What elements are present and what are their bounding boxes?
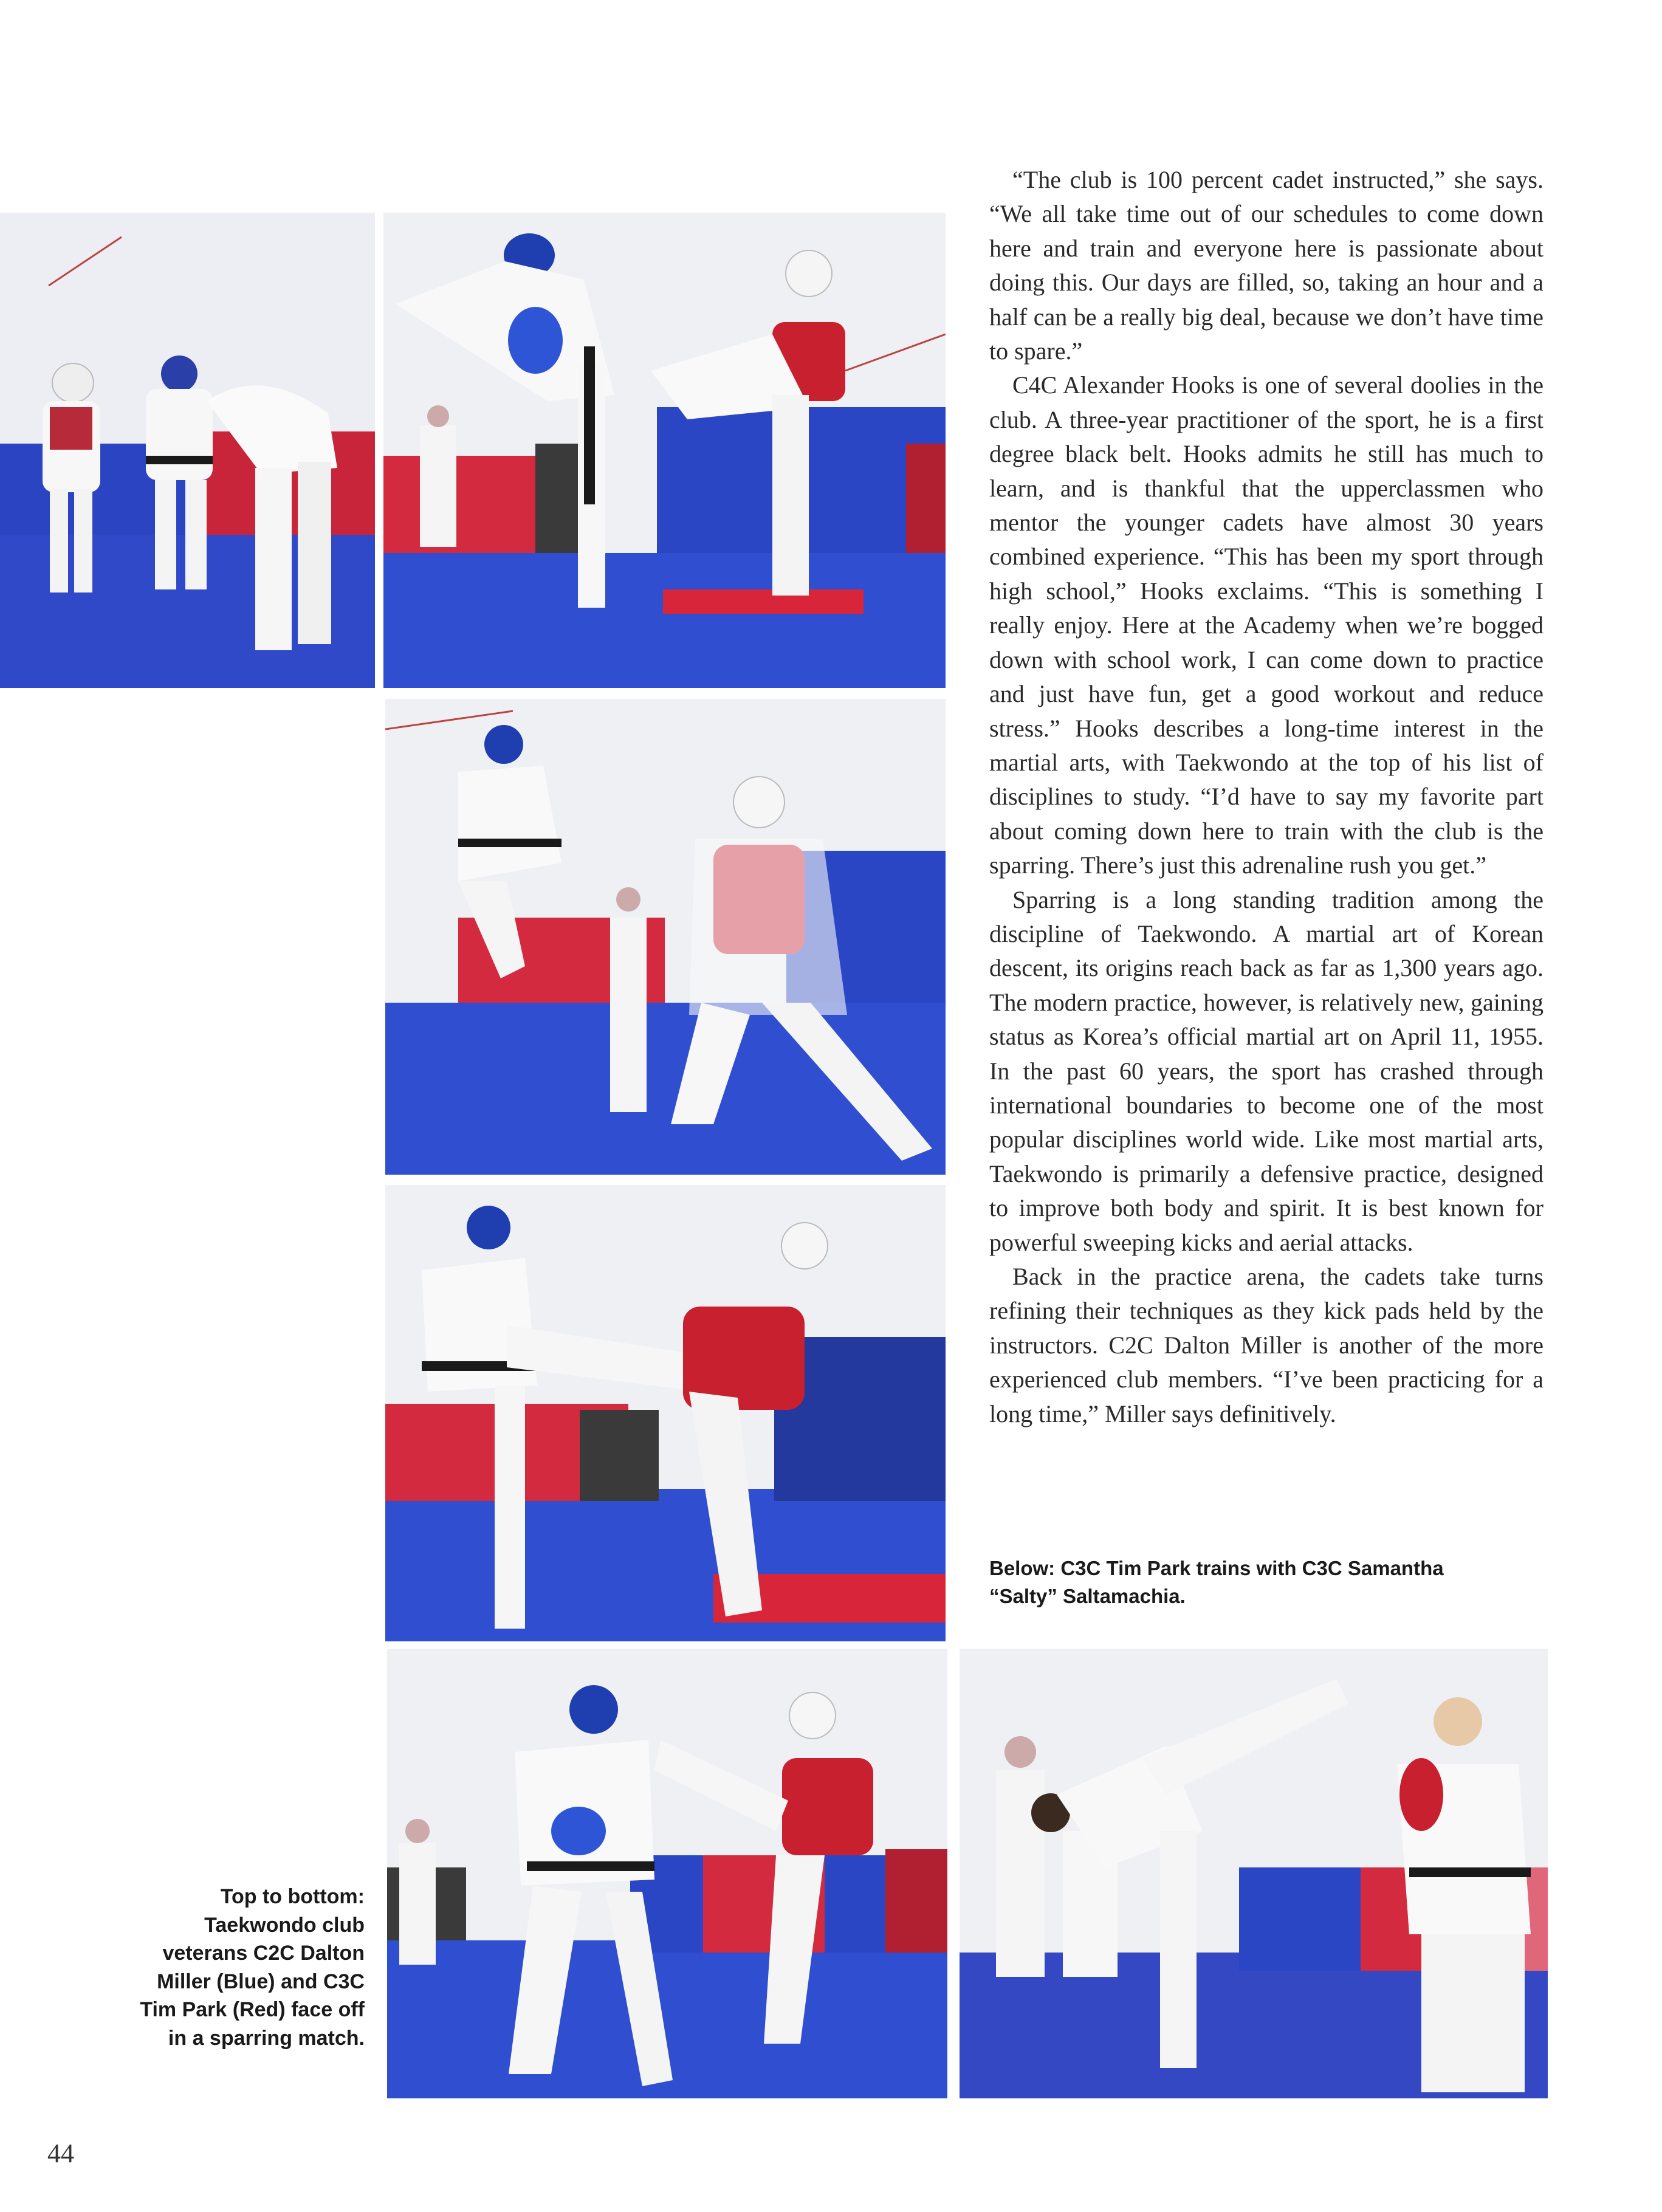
- photo-pad-training: [960, 1649, 1548, 2098]
- article-paragraph: C4C Alexander Hooks is one of several doolies in the club. A three-year practitioner of the sport, he is a first degree black belt. Hooks admits he still has much to learn, and is thankful that the upperclassmen who mentor the younger cadets have almost 30 years combined experience. “This has been my sport through high school,” Hooks exclaims. “This is something I really enjoy. Here at the Academy when we’re bogged down with school work, I can come down to practice and just have fun, get a good workout and reduce stress.” Hooks describes a long-time interest in the martial arts, with Taekwondo at the top of his list of disciplines to study. “I’d have to say my favorite part about coming down here to train with the club is the sparring. There’s just this adrenaline rush you get.”: [989, 371, 1544, 879]
- caption-top-to-bottom: Top to bottom: Taekwondo club veterans C2C Dalton Miller (Blue) and C3C Tim Park (Red) face off in a sparring match.: [140, 1885, 365, 2050]
- article-body: [989, 163, 1544, 1431]
- article-paragraph: “The club is 100 percent cadet instructed,” she says. “We all take time out of our schedules to come down here and train and everyone here is passionate about doing this. Our days are filled, so, taking an hour and a half can be a really big deal, because we don’t have time to spare.”: [989, 166, 1544, 365]
- page-number: 44: [47, 2138, 74, 2168]
- photo-sparring-bottom-left: [387, 1649, 947, 2098]
- photo-side-kick: [385, 1185, 946, 1641]
- article-paragraph: Sparring is a long standing tradition among the discipline of Taekwondo. A martial art of Korean descent, its origins reach back as far as 1,300 years ago. The modern practice, however, is relatively new, gaining status as Korea’s official martial art on April 11, 1955. In the past 60 years, the sport has crashed through international boundaries to become one of the most popular disciplines world wide. Like most martial arts, Taekwondo is primarily a defensive practice, designed to improve both body and spirit. It is best known for powerful sweeping kicks and aerial attacks.: [989, 885, 1544, 1256]
- article-paragraph: Back in the practice arena, the cadets take turns refining their techniques as they kick pads held by the instructors. C2C Dalton Miller is another of the more experienced club members. “I’ve been practicing for a long time,” Miller says definitively.: [989, 1263, 1544, 1427]
- caption-below-photo: Below: C3C Tim Park trains with C3C Samantha “Salty” Saltamachia.: [989, 1557, 1444, 1607]
- photo-high-kick: [383, 213, 946, 688]
- photo-bowing: [0, 213, 375, 688]
- photo-jump-spar: [385, 699, 946, 1175]
